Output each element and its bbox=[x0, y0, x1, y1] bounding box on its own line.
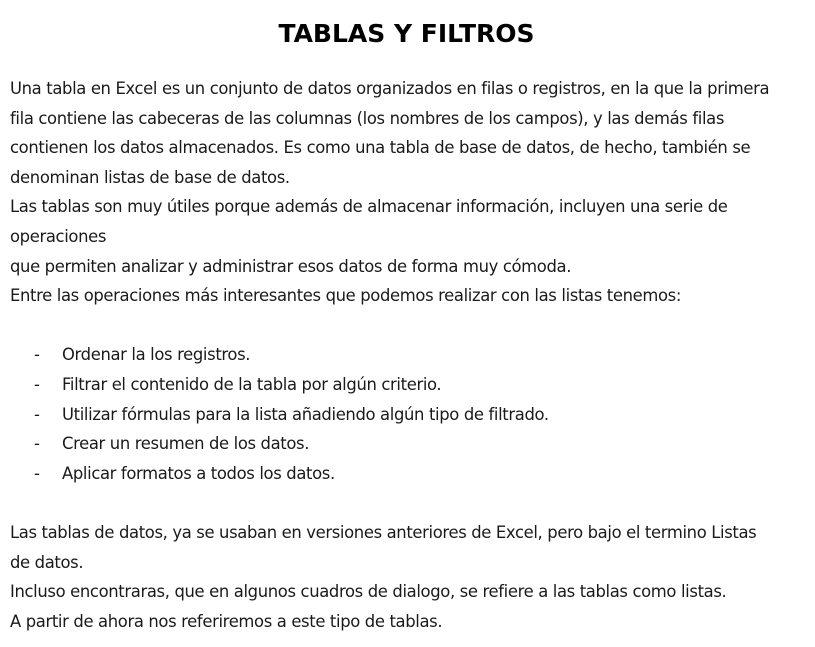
list-item-text: Filtrar el contenido de la tabla por algún criterio. bbox=[62, 374, 442, 394]
list-item-text: Crear un resumen de los datos. bbox=[62, 434, 310, 454]
text-line: denominan listas de base de datos. bbox=[10, 167, 290, 187]
list-bullet: - bbox=[34, 345, 40, 365]
text-line: contienen los datos almacenados. Es como una tabla de base de datos, de hecho, también se bbox=[10, 138, 751, 158]
text-line: Entre las operaciones más interesantes que podemos realizar con las listas tenemos: bbox=[10, 286, 682, 306]
paragraph-spacer bbox=[10, 311, 810, 341]
list-bullet: - bbox=[34, 434, 40, 454]
text-line: que permiten analizar y administrar esos datos de forma muy cómoda. bbox=[10, 256, 572, 276]
text-line: operaciones bbox=[10, 226, 107, 246]
text-line: Las tablas son muy útiles porque además de almacenar información, incluyen una serie de bbox=[10, 197, 728, 217]
list-item-text: Ordenar la los registros. bbox=[62, 345, 251, 365]
intro-paragraph bbox=[10, 74, 810, 311]
list-item-text: Aplicar formatos a todos los datos. bbox=[62, 463, 335, 483]
list-item bbox=[10, 340, 810, 370]
document-body bbox=[10, 74, 810, 636]
text-line: fila contiene las cabeceras de las columnas (los nombres de los campos), y las demás filas bbox=[10, 108, 725, 128]
text-line: de datos. bbox=[10, 552, 84, 572]
document-title: TABLAS Y FILTROS bbox=[278, 19, 535, 48]
list-item bbox=[10, 459, 810, 489]
text-line: Las tablas de datos, ya se usaban en versiones anteriores de Excel, pero bajo el termino Listas bbox=[10, 522, 757, 542]
closing-paragraph bbox=[10, 518, 810, 636]
text-line: A partir de ahora nos referiremos a este tipo de tablas. bbox=[10, 611, 443, 631]
list-item bbox=[10, 429, 810, 459]
text-line: Una tabla en Excel es un conjunto de datos organizados en filas o registros, en la que la primera bbox=[10, 79, 770, 98]
list-item bbox=[10, 400, 810, 430]
list-bullet: - bbox=[34, 404, 40, 424]
paragraph-spacer bbox=[10, 488, 810, 518]
operations-list bbox=[10, 340, 810, 488]
list-item-text: Utilizar fórmulas para la lista añadiendo algún tipo de filtrado. bbox=[62, 404, 549, 424]
list-item bbox=[10, 370, 810, 400]
text-line: Incluso encontraras, que en algunos cuadros de dialogo, se refiere a las tablas como listas. bbox=[10, 582, 727, 602]
list-bullet: - bbox=[34, 374, 40, 394]
list-bullet: - bbox=[34, 463, 40, 483]
